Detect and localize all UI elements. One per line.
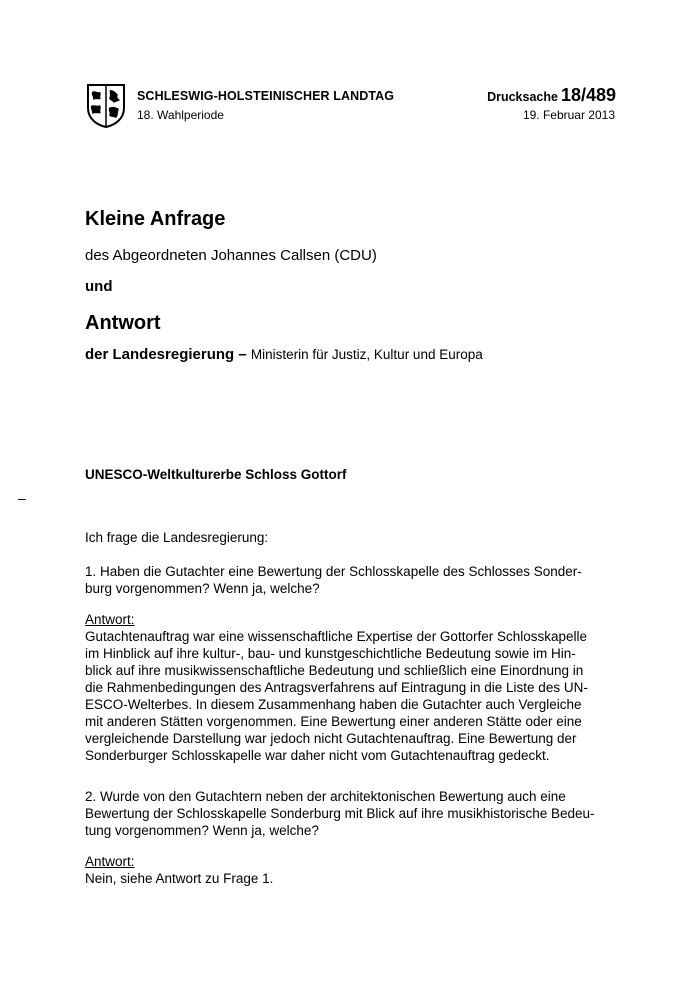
question-line: tung vorgenommen? Wenn ja, welche? (85, 823, 319, 838)
legislative-period: 18. Wahlperiode (137, 108, 224, 122)
answer-1 (85, 611, 630, 764)
coat-of-arms-icon (85, 82, 127, 128)
answer-line: mit anderen Stätten vorgenommen. Eine Bewertung einer anderen Stätte oder eine (85, 714, 582, 729)
answer-line: Sonderburger Schlosskapelle war daher nicht vom Gutachtenauftrag gedeckt. (85, 748, 550, 763)
government-line (85, 346, 483, 363)
answer-line: ESCO-Welterbes. In diesem Zusammenhang haben die Gutachter auch Vergleiche (85, 697, 582, 712)
answer-label: Antwort: (85, 854, 135, 869)
document-date: 19. Februar 2013 (522, 108, 615, 122)
organization-name: SCHLESWIG-HOLSTEINISCHER LANDTAG (137, 89, 395, 103)
question-line: 2. Wurde von den Gutachtern neben der architektonischen Bewertung auch eine (85, 789, 566, 804)
answer-line: Gutachtenauftrag war eine wissenschaftliche Expertise der Gottorfer Schlosskapelle (85, 629, 588, 644)
answer-label: Antwort: (85, 612, 135, 627)
document-heading: Kleine Anfrage (85, 208, 226, 230)
question-2 (85, 788, 630, 839)
subject-title: UNESCO-Weltkulturerbe Schloss Gottorf (85, 467, 347, 482)
drucksache-value: 18/489 (560, 85, 616, 105)
margin-mark: – (18, 490, 26, 506)
answer-line: im Hinblick auf ihre kultur-, bau- und kunstgeschichtliche Bedeutung sowie im Hin- (85, 646, 576, 661)
question-line: Bewertung der Schlosskapelle Sonderburg mit Blick auf ihre musikhistorische Bedeu- (85, 806, 595, 821)
ministry-name: Ministerin für Justiz, Kultur und Europa (250, 347, 483, 362)
answer-line: Nein, siehe Antwort zu Frage 1. (85, 871, 274, 886)
author-line: des Abgeordneten Johannes Callsen (CDU) (85, 247, 377, 264)
government-label: der Landesregierung – (85, 346, 247, 363)
answer-line: vergleichende Darstellung war jedoch nicht Gutachtenauftrag. Eine Bewertung der (85, 731, 577, 746)
answer-heading: Antwort (85, 312, 161, 334)
drucksache-label: Drucksache (487, 90, 558, 104)
question-line: 1. Haben die Gutachter eine Bewertung der Schlosskapelle des Schlosses Sonder- (85, 564, 582, 579)
answer-2 (85, 853, 630, 887)
answer-line: die Rahmenbedingungen des Antragsverfahrens auf Eintragung in die Liste des UN- (85, 680, 588, 695)
drucksache-number (487, 85, 616, 106)
intro-text: Ich frage die Landesregierung: (85, 530, 269, 545)
question-line: burg vorgenommen? Wenn ja, welche? (85, 581, 320, 596)
answer-line: blick auf ihre musikwissenschaftliche Bedeutung und schließlich eine Einordnung in (85, 663, 584, 678)
question-1 (85, 563, 630, 597)
conjunction: und (85, 278, 113, 295)
